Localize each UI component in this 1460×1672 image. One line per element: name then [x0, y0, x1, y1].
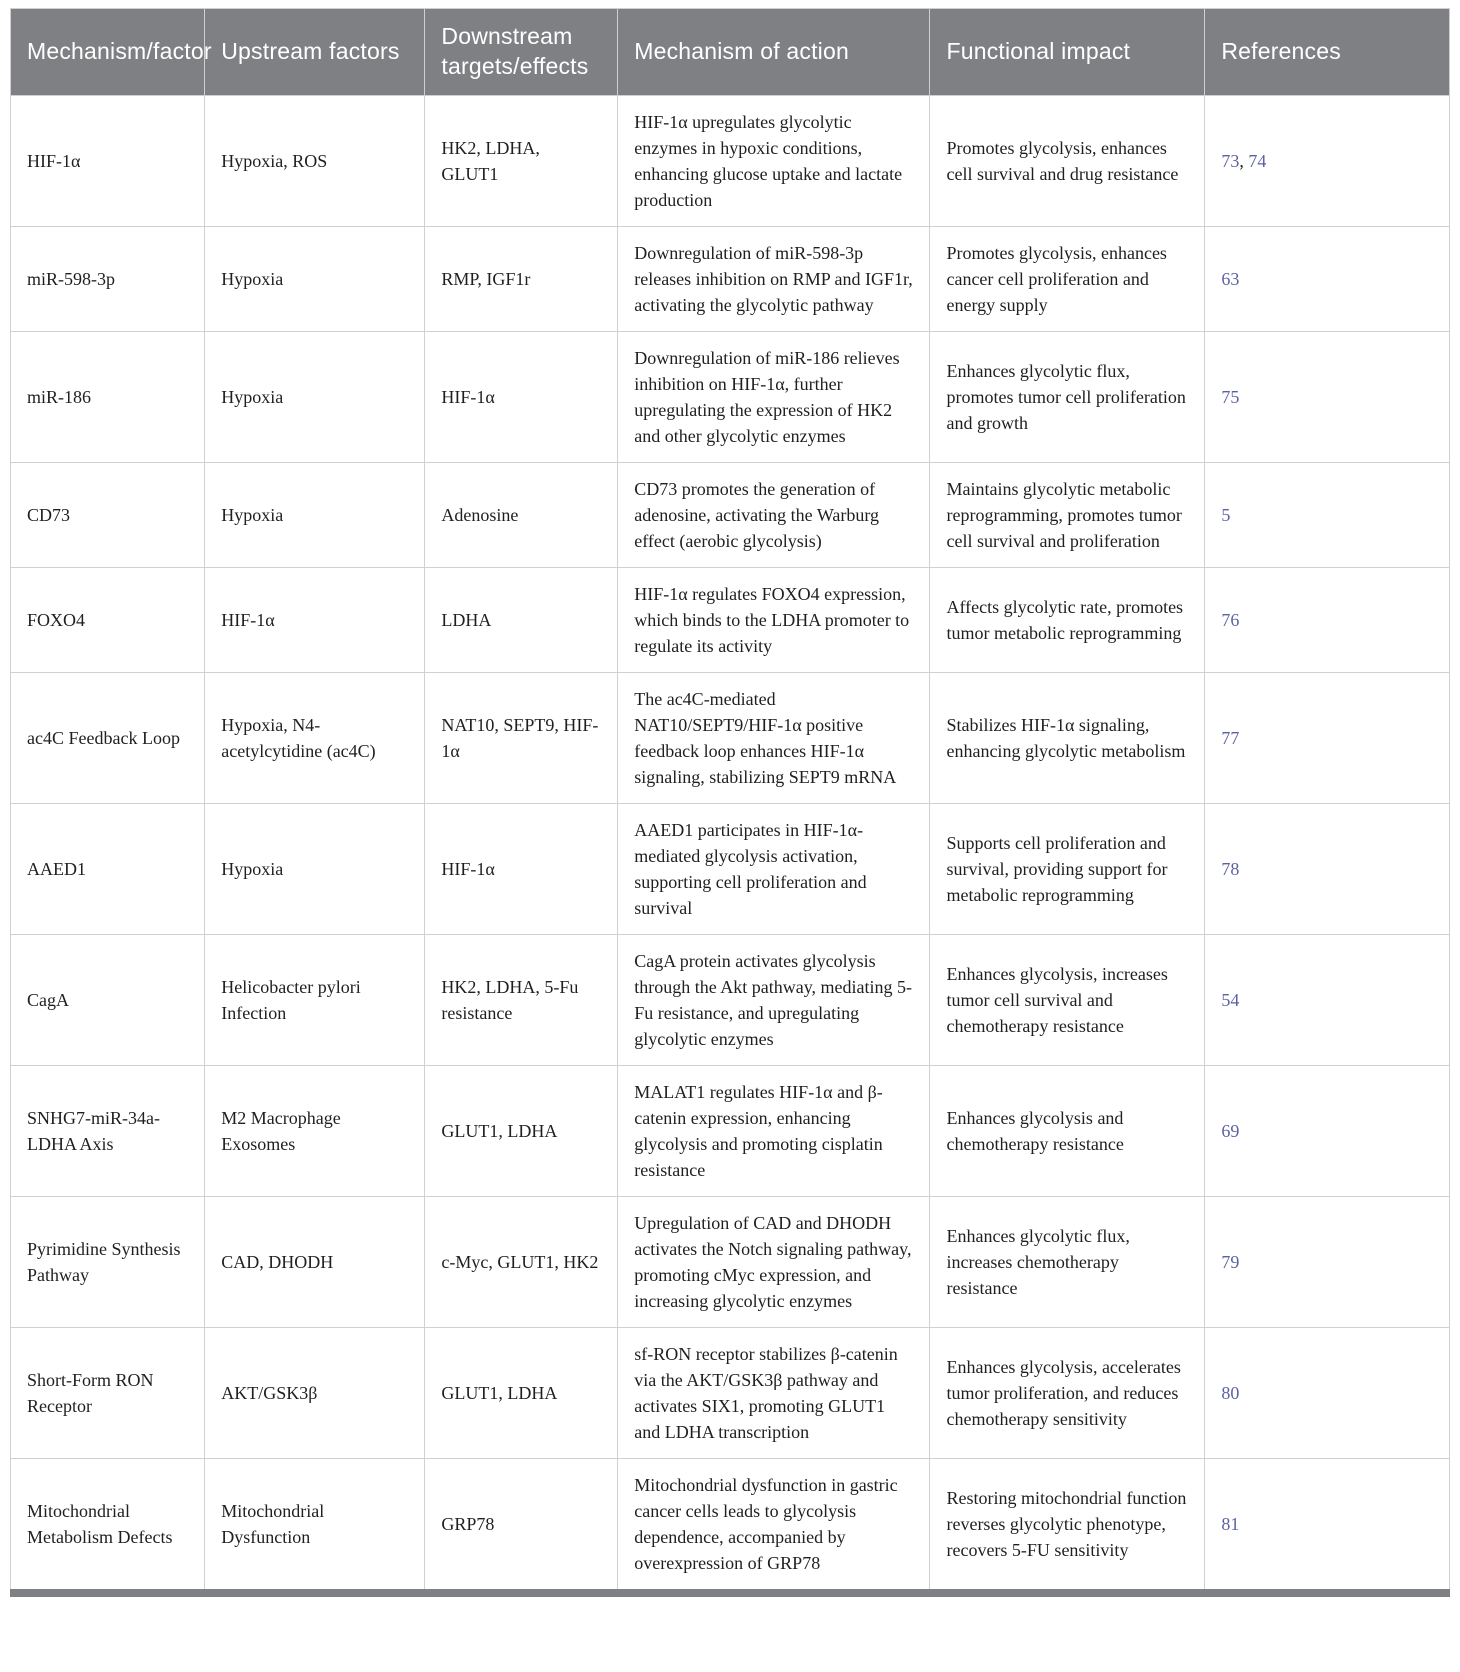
- cell-mechanism-of-action: Downregulation of miR-186 relieves inhibition on HIF-1α, further upregulating the expression of HK2 and other glycolytic enzymes: [618, 331, 930, 462]
- cell-downstream-targets: HIF-1α: [425, 803, 618, 934]
- table-row: [11, 462, 1450, 567]
- cell-downstream-targets: Adenosine: [425, 462, 618, 567]
- reference-link[interactable]: 75: [1221, 386, 1240, 407]
- cell-downstream-targets: GLUT1, LDHA: [425, 1065, 618, 1196]
- cell-mechanism-of-action: CD73 promotes the generation of adenosine, activating the Warburg effect (aerobic glycolysis): [618, 462, 930, 567]
- reference-link[interactable]: 63: [1221, 268, 1240, 289]
- cell-downstream-targets: NAT10, SEPT9, HIF-1α: [425, 672, 618, 803]
- cell-upstream-factors: Hypoxia, N4-acetylcytidine (ac4C): [205, 672, 425, 803]
- cell-mechanism-factor: miR-186: [11, 331, 205, 462]
- reference-link[interactable]: 5: [1221, 504, 1231, 525]
- cell-references: 73, 74: [1205, 95, 1450, 226]
- col-header-mechanism-of-action: Mechanism of action: [618, 9, 930, 96]
- reference-link[interactable]: 54: [1221, 989, 1240, 1010]
- table-bottom-rule: [10, 1589, 1450, 1597]
- cell-references: [1205, 226, 1450, 331]
- cell-downstream-targets: HIF-1α: [425, 331, 618, 462]
- cell-references: [1205, 567, 1450, 672]
- cell-mechanism-of-action: Upregulation of CAD and DHODH activates the Notch signaling pathway, promoting cMyc expression, and increasing glycolytic enzymes: [618, 1196, 930, 1327]
- cell-mechanism-of-action: sf-RON receptor stabilizes β-catenin via the AKT/GSK3β pathway and activates SIX1, promoting GLUT1 and LDHA transcription: [618, 1327, 930, 1458]
- table-row: [11, 1458, 1450, 1589]
- table-row: [11, 1065, 1450, 1196]
- cell-mechanism-factor: Pyrimidine Synthesis Pathway: [11, 1196, 205, 1327]
- cell-references: [1205, 1327, 1450, 1458]
- cell-upstream-factors: Hypoxia: [205, 803, 425, 934]
- reference-link[interactable]: 80: [1221, 1382, 1240, 1403]
- cell-upstream-factors: Helicobacter pylori Infection: [205, 934, 425, 1065]
- cell-functional-impact: Restoring mitochondrial function reverses glycolytic phenotype, recovers 5-FU sensitivity: [930, 1458, 1205, 1589]
- cell-downstream-targets: GRP78: [425, 1458, 618, 1589]
- cell-references: [1205, 803, 1450, 934]
- cell-downstream-targets: HK2, LDHA, GLUT1: [425, 95, 618, 226]
- cell-upstream-factors: Hypoxia: [205, 462, 425, 567]
- cell-functional-impact: Stabilizes HIF-1α signaling, enhancing glycolytic metabolism: [930, 672, 1205, 803]
- cell-references: [1205, 1458, 1450, 1589]
- cell-upstream-factors: Hypoxia, ROS: [205, 95, 425, 226]
- col-header-upstream-factors: Upstream factors: [205, 9, 425, 96]
- mechanisms-table: [10, 8, 1450, 1590]
- cell-mechanism-factor: Mitochondrial Metabolism Defects: [11, 1458, 205, 1589]
- reference-link[interactable]: 78: [1221, 858, 1240, 879]
- reference-link[interactable]: 79: [1221, 1251, 1240, 1272]
- table-row: [11, 672, 1450, 803]
- cell-upstream-factors: Mitochondrial Dysfunction: [205, 1458, 425, 1589]
- cell-mechanism-of-action: MALAT1 regulates HIF-1α and β-catenin expression, enhancing glycolysis and promoting cisplatin resistance: [618, 1065, 930, 1196]
- table-header: [11, 9, 1450, 96]
- table-row: [11, 1327, 1450, 1458]
- table-row: [11, 1196, 1450, 1327]
- cell-functional-impact: Enhances glycolysis, accelerates tumor proliferation, and reduces chemotherapy sensitivity: [930, 1327, 1205, 1458]
- cell-mechanism-of-action: HIF-1α upregulates glycolytic enzymes in hypoxic conditions, enhancing glucose uptake and lactate production: [618, 95, 930, 226]
- col-header-mechanism-factor: Mechanism/factor: [11, 9, 205, 96]
- cell-mechanism-of-action: Mitochondrial dysfunction in gastric cancer cells leads to glycolysis dependence, accompanied by overexpression of GRP78: [618, 1458, 930, 1589]
- cell-mechanism-of-action: CagA protein activates glycolysis through the Akt pathway, mediating 5-Fu resistance, and upregulating glycolytic enzymes: [618, 934, 930, 1065]
- cell-mechanism-factor: SNHG7-miR-34a-LDHA Axis: [11, 1065, 205, 1196]
- cell-mechanism-of-action: The ac4C-mediated NAT10/SEPT9/HIF-1α positive feedback loop enhances HIF-1α signaling, stabilizing SEPT9 mRNA: [618, 672, 930, 803]
- cell-mechanism-factor: FOXO4: [11, 567, 205, 672]
- table-row: [11, 226, 1450, 331]
- cell-functional-impact: Promotes glycolysis, enhances cell survival and drug resistance: [930, 95, 1205, 226]
- cell-mechanism-factor: AAED1: [11, 803, 205, 934]
- cell-downstream-targets: GLUT1, LDHA: [425, 1327, 618, 1458]
- cell-mechanism-factor: ac4C Feedback Loop: [11, 672, 205, 803]
- reference-link[interactable]: 73: [1221, 150, 1240, 171]
- cell-functional-impact: Maintains glycolytic metabolic reprogramming, promotes tumor cell survival and proliferation: [930, 462, 1205, 567]
- cell-upstream-factors: AKT/GSK3β: [205, 1327, 425, 1458]
- table-row: [11, 567, 1450, 672]
- table-row: [11, 95, 1450, 226]
- cell-references: [1205, 1065, 1450, 1196]
- cell-mechanism-factor: CD73: [11, 462, 205, 567]
- cell-downstream-targets: c-Myc, GLUT1, HK2: [425, 1196, 618, 1327]
- cell-upstream-factors: CAD, DHODH: [205, 1196, 425, 1327]
- table-row: [11, 331, 1450, 462]
- cell-functional-impact: Enhances glycolysis and chemotherapy resistance: [930, 1065, 1205, 1196]
- cell-functional-impact: Promotes glycolysis, enhances cancer cell proliferation and energy supply: [930, 226, 1205, 331]
- cell-mechanism-factor: CagA: [11, 934, 205, 1065]
- reference-link[interactable]: 77: [1221, 727, 1240, 748]
- cell-mechanism-factor: HIF-1α: [11, 95, 205, 226]
- cell-mechanism-factor: miR-598-3p: [11, 226, 205, 331]
- cell-downstream-targets: LDHA: [425, 567, 618, 672]
- cell-mechanism-of-action: AAED1 participates in HIF-1α-mediated glycolysis activation, supporting cell proliferation and survival: [618, 803, 930, 934]
- reference-link[interactable]: 69: [1221, 1120, 1240, 1141]
- cell-upstream-factors: HIF-1α: [205, 567, 425, 672]
- cell-references: [1205, 934, 1450, 1065]
- cell-references: [1205, 331, 1450, 462]
- cell-functional-impact: Enhances glycolytic flux, promotes tumor cell proliferation and growth: [930, 331, 1205, 462]
- cell-references: [1205, 1196, 1450, 1327]
- reference-link[interactable]: 81: [1221, 1513, 1240, 1534]
- col-header-downstream-targets: Downstream targets/effects: [425, 9, 618, 96]
- cell-mechanism-of-action: HIF-1α regulates FOXO4 expression, which binds to the LDHA promoter to regulate its activity: [618, 567, 930, 672]
- cell-downstream-targets: RMP, IGF1r: [425, 226, 618, 331]
- header-row: [11, 9, 1450, 96]
- cell-upstream-factors: M2 Macrophage Exosomes: [205, 1065, 425, 1196]
- cell-functional-impact: Supports cell proliferation and survival, providing support for metabolic reprogramming: [930, 803, 1205, 934]
- cell-upstream-factors: Hypoxia: [205, 331, 425, 462]
- reference-link[interactable]: 74: [1248, 150, 1267, 171]
- cell-functional-impact: Enhances glycolysis, increases tumor cell survival and chemotherapy resistance: [930, 934, 1205, 1065]
- cell-functional-impact: Affects glycolytic rate, promotes tumor metabolic reprogramming: [930, 567, 1205, 672]
- cell-downstream-targets: HK2, LDHA, 5-Fu resistance: [425, 934, 618, 1065]
- cell-functional-impact: Enhances glycolytic flux, increases chemotherapy resistance: [930, 1196, 1205, 1327]
- col-header-functional-impact: Functional impact: [930, 9, 1205, 96]
- cell-references: [1205, 462, 1450, 567]
- cell-mechanism-factor: Short-Form RON Receptor: [11, 1327, 205, 1458]
- col-header-references: References: [1205, 9, 1450, 96]
- cell-mechanism-of-action: Downregulation of miR-598-3p releases inhibition on RMP and IGF1r, activating the glycolytic pathway: [618, 226, 930, 331]
- table-row: [11, 934, 1450, 1065]
- reference-link[interactable]: 76: [1221, 609, 1240, 630]
- table-row: [11, 803, 1450, 934]
- cell-upstream-factors: Hypoxia: [205, 226, 425, 331]
- table-body: [11, 95, 1450, 1589]
- cell-references: [1205, 672, 1450, 803]
